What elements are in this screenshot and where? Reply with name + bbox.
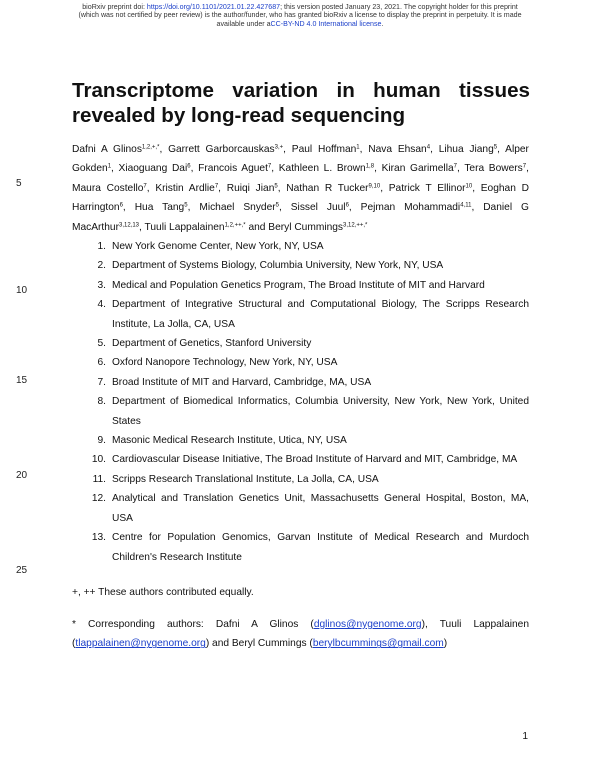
- author-affiliation-marker: 1,8: [365, 163, 375, 170]
- affiliation-number: 9.: [97, 435, 106, 447]
- author-affiliation-marker: 3,12,++,*: [343, 221, 368, 228]
- license-link[interactable]: CC-BY-ND 4.0 International license: [270, 19, 382, 28]
- affiliation-text: Centre for Population Genomics, Garvan Institute of Medical Research and Murdoch Children's Research Institute: [112, 532, 529, 563]
- affiliation-number: 12.: [91, 493, 106, 505]
- author-affiliation-marker: 1,2,++,*: [224, 221, 246, 228]
- author: [72, 144, 159, 155]
- author-name: Michael Snyder: [199, 202, 276, 214]
- affiliation-item: [72, 392, 529, 431]
- author-name: Daniel G MacArthur: [72, 202, 529, 233]
- author-name: Pejman Mohammadi: [360, 202, 461, 214]
- affiliation-number: 10.: [91, 454, 106, 466]
- author: [155, 183, 218, 194]
- author: [361, 202, 472, 213]
- page-number: 1: [522, 731, 528, 742]
- affiliation-text: Cardiovascular Disease Initiative, The Broad Institute of Harvard and MIT, Cambridge, MA: [112, 454, 518, 466]
- author-name: Dafni A Glinos: [72, 144, 142, 155]
- author: [389, 183, 472, 194]
- author-affiliation-marker: 7: [214, 183, 219, 190]
- affiliation-text: New York Genome Center, New York, NY, USA: [112, 241, 324, 252]
- line-number: 15: [16, 375, 28, 386]
- author-name: Kiran Garimella: [381, 163, 454, 175]
- author-name: Paul Hoffman: [291, 144, 357, 155]
- author: [198, 163, 271, 174]
- affiliation-item: [72, 528, 529, 567]
- author: [286, 183, 380, 194]
- email-link-lappalainen[interactable]: tlappalainen@nygenome.org: [75, 638, 206, 650]
- author: [291, 202, 349, 213]
- affiliation-text: Oxford Nanopore Technology, New York, NY, USA: [112, 357, 338, 369]
- author-name: Hua Tang: [134, 202, 185, 214]
- author-name: Alper Gokden: [72, 144, 529, 175]
- author-affiliation-marker: 6: [187, 163, 191, 170]
- author: [268, 222, 367, 233]
- author: [72, 183, 147, 194]
- affiliation-number: 4.: [97, 299, 106, 311]
- corresponding-authors: [72, 615, 529, 654]
- header-line-2: (which was not certified by peer review) is the author/funder, who has granted bioRxiv a license to display the preprint in perpetuity. It is made: [78, 11, 522, 20]
- affiliation-number: 8.: [97, 396, 106, 408]
- author-name: Sissel Juul: [290, 202, 346, 214]
- author: [464, 163, 526, 174]
- author-name: Patrick T Ellinor: [388, 182, 466, 194]
- author-name: Francois Aguet: [198, 163, 268, 175]
- affiliation-item: [72, 276, 529, 295]
- affiliation-number: 11.: [92, 473, 106, 485]
- affiliation-number: 2.: [97, 260, 106, 272]
- doi-link[interactable]: https://doi.org/10.1101/2021.01.22.427687: [146, 3, 281, 11]
- author: [382, 163, 457, 174]
- paper-title: Transcriptome variation in human tissues revealed by long-read sequencing: [72, 79, 530, 127]
- author: [119, 163, 191, 174]
- author-affiliation-marker: 7: [522, 163, 527, 170]
- author-affiliation-marker: 5: [493, 144, 498, 151]
- affiliation-list: [72, 237, 529, 567]
- author: [279, 163, 374, 174]
- affiliation-number: 7.: [97, 376, 106, 388]
- affiliation-text: Department of Integrative Structural and Computational Biology, The Scripps Research Institute, La Jolla, CA, USA: [112, 299, 529, 330]
- author-affiliation-marker: 5: [184, 202, 188, 209]
- affiliation-item: [72, 431, 529, 450]
- author-name: Garrett Garborcauskas: [168, 144, 275, 155]
- author-affiliation-marker: 3,12,13: [119, 221, 140, 228]
- author-affiliation-marker: 6: [345, 202, 349, 209]
- author-affiliation-marker: 5: [275, 202, 279, 209]
- affiliation-number: 1.: [97, 241, 106, 252]
- author-name: Beryl Cummings: [268, 221, 344, 233]
- affiliation-text: Broad Institute of MIT and Harvard, Cambridge, MA, USA: [112, 376, 372, 388]
- author-name: Xiaoguang Dai: [118, 163, 188, 175]
- author: [368, 144, 430, 155]
- author: [292, 144, 360, 155]
- author-affiliation-marker: 3,+: [274, 144, 284, 151]
- header-license-suffix: .: [381, 19, 384, 28]
- author-affiliation-marker: 1: [107, 163, 112, 170]
- line-number: 20: [16, 470, 28, 481]
- author-affiliation-marker: 7: [453, 163, 457, 170]
- author: [135, 202, 188, 213]
- affiliation-number: 6.: [97, 357, 106, 369]
- line-number: 5: [16, 178, 22, 189]
- author-affiliation-marker: 4: [426, 144, 431, 151]
- corresponding-mid-1: ), Tuuli Lappalainen (: [72, 619, 529, 650]
- line-number: 25: [16, 565, 28, 576]
- affiliation-text: Scripps Research Translational Institute, La Jolla, CA, USA: [112, 473, 379, 485]
- affiliation-item: [72, 237, 529, 256]
- affiliation-number: 13.: [91, 532, 106, 544]
- author-name: Eoghan D Harrington: [72, 182, 529, 214]
- author-affiliation-marker: 1,2,+,*: [141, 144, 160, 151]
- corresponding-mid-2: ) and Beryl Cummings (: [205, 638, 313, 650]
- author: [199, 202, 279, 213]
- affiliation-text: Department of Genetics, Stanford University: [112, 338, 312, 350]
- author-name: Kathleen L. Brown: [278, 163, 366, 175]
- affiliation-text: Department of Systems Biology, Columbia University, New York, NY, USA: [112, 260, 444, 272]
- affiliation-item: [72, 470, 529, 489]
- author: [145, 222, 246, 233]
- author-name: Lihua Jiang: [438, 144, 494, 155]
- header-line-1: [40, 3, 560, 11]
- affiliation-item: [72, 450, 529, 469]
- author-name: Tuuli Lappalainen: [144, 221, 225, 233]
- author-affiliation-marker: 7: [267, 163, 272, 170]
- affiliation-number: 5.: [97, 338, 106, 350]
- author-name: Kristin Ardlie: [155, 182, 215, 194]
- author: [439, 144, 497, 155]
- author: [227, 183, 278, 194]
- equal-contribution-note: +, ++ These authors contributed equally.: [72, 587, 254, 598]
- author-affiliation-marker: 6: [119, 202, 123, 209]
- corresponding-suffix: ): [443, 638, 448, 650]
- author-name: Ruiqi Jian: [226, 182, 275, 194]
- author-name: Nathan R Tucker: [286, 182, 369, 194]
- author: [168, 144, 283, 155]
- author-name: Nava Ehsan: [368, 144, 427, 155]
- affiliation-text: Masonic Medical Research Institute, Utica, NY, USA: [112, 435, 347, 447]
- line-number: 10: [16, 285, 28, 296]
- author-affiliation-marker: 10: [465, 183, 473, 190]
- affiliation-item: [72, 334, 529, 353]
- affiliation-item: [72, 256, 529, 275]
- affiliation-item: [72, 373, 529, 392]
- affiliation-item: [72, 295, 529, 334]
- header-doi-prefix: bioRxiv preprint doi:: [82, 3, 147, 11]
- author-affiliation-marker: 5: [274, 183, 278, 190]
- email-link-cummings[interactable]: berylbcummings@gmail.com: [312, 638, 444, 650]
- email-link-glinos[interactable]: dglinos@nygenome.org: [313, 619, 422, 630]
- author-affiliation-marker: 4,11: [460, 202, 472, 209]
- corresponding-prefix: * Corresponding authors: Dafni A Glinos (: [72, 619, 314, 630]
- affiliation-text: Analytical and Translation Genetics Unit, Massachusetts General Hospital, Boston, MA, USA: [112, 493, 529, 524]
- header-line-3: [40, 20, 560, 28]
- affiliation-item: [72, 489, 529, 528]
- affiliation-text: Medical and Population Genetics Program, The Broad Institute of MIT and Harvard: [112, 279, 485, 291]
- biorxiv-header: [40, 3, 560, 28]
- author-name: Tera Bowers: [464, 163, 523, 175]
- affiliation-item: [72, 353, 529, 372]
- affiliation-text: Department of Biomedical Informatics, Columbia University, New York, New York, United States: [112, 396, 529, 427]
- author-affiliation-marker: 7: [143, 183, 147, 190]
- author-name: Maura Costello: [72, 182, 144, 194]
- author-affiliation-marker: 9,10: [368, 183, 381, 190]
- header-copyright-text: ; this version posted January 23, 2021. The copyright holder for this preprint: [280, 3, 518, 11]
- header-license-prefix: available under a: [216, 19, 271, 28]
- affiliation-number: 3.: [97, 279, 106, 291]
- author-affiliation-marker: 1: [356, 144, 360, 151]
- author-list: Dafni A Glinos$^{1,2,+,*}$, Garrett Garborcauskas$^{3,+}$, Paul Hoffman$^1$, Nava Ehsan$^4$, Lihua Jiang$^5$, Alper Gokden$^1$, Xiaoguang Dai$^6$, Francois Aguet$^7$, Kathleen L. Brown$^{1,8}$, Kiran Garimella$^7$, Tera Bowers$^7$, Maura Costello$^7$, Kristin Ardlie$^7$, Ruiqi Jian$^5$, Nathan R Tucker$^{9,10}$, Patrick T Ellinor$^{10}$, Eoghan D Harrington$^6$, Hua Tang$^5$, Michael Snyder$^5$, Sissel Juul$^6$, Pejman Mohammadi$^{4,11}$, Daniel G MacArthur$^{3,12,13}$, Tuuli Lappalainen$^{1,2,++,*}$ and Beryl Cummings$^{3,12,++,*}$: [72, 144, 529, 233]
